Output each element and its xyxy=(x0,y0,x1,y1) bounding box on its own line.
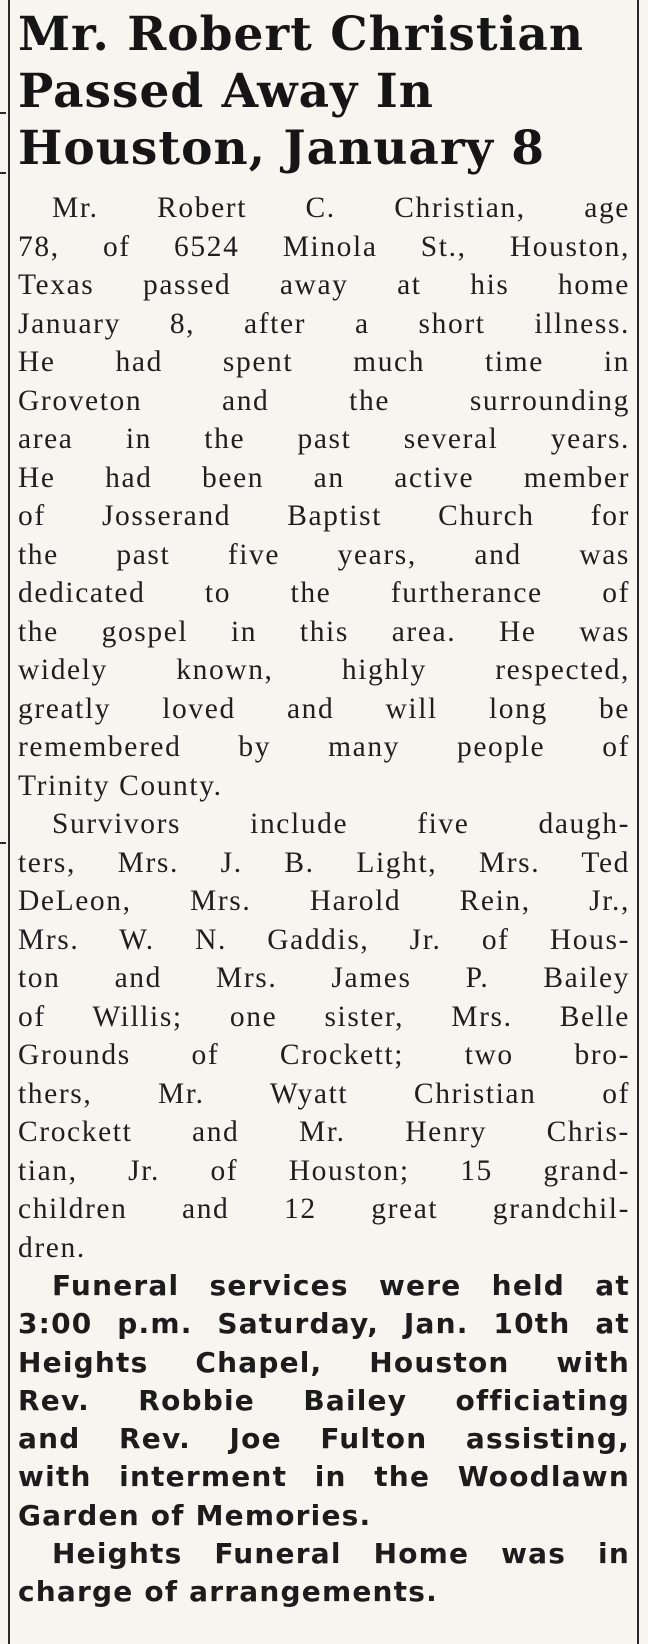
paragraph-line: remembered by many people of xyxy=(18,731,630,763)
paragraph-line: ton and Mrs. James P. Bailey xyxy=(18,962,630,994)
paragraph-line: 78, of 6524 Minola St., Houston, xyxy=(18,230,630,263)
paragraph-line: Mrs. W. N. Gaddis, Jr. of Hous- xyxy=(18,923,630,956)
article-paragraph xyxy=(18,189,630,805)
paragraph-line: of Willis; one sister, Mrs. Belle xyxy=(18,1000,630,1033)
paragraph-line: Rev. Robbie Bailey officiating xyxy=(18,1383,630,1417)
paragraph-line: ters, Mrs. J. B. Light, Mrs. Ted xyxy=(18,846,630,879)
paragraph-line: January 8, after a short illness. xyxy=(18,307,630,340)
bold-paragraph-group xyxy=(18,1267,630,1612)
paragraph-line: Trinity County. xyxy=(18,769,223,802)
article-column xyxy=(18,6,630,1612)
headline-line: Mr. Robert Christian xyxy=(18,7,585,62)
paragraph-line: Texas passed away at his home xyxy=(18,269,630,301)
paragraph-line: dren. xyxy=(18,1231,86,1264)
paragraph-line: the gospel in this area. He was xyxy=(18,615,630,648)
paragraph-line: Heights Funeral Home was in xyxy=(52,1537,630,1571)
paragraph-line: area in the past several years. xyxy=(18,423,630,455)
paragraph-line: 3:00 p.m. Saturday, Jan. 10th at xyxy=(18,1307,630,1341)
left-rule-tick xyxy=(0,842,6,844)
left-rule-tick xyxy=(0,172,6,174)
paragraph-line: children and 12 great grandchil- xyxy=(18,1193,630,1225)
paragraph-line: greatly loved and will long be xyxy=(18,692,630,725)
paragraph-line: Grounds of Crockett; two bro- xyxy=(18,1039,630,1071)
paragraph-line: and Rev. Joe Fulton assisting, xyxy=(18,1422,630,1456)
paragraph-line: Funeral services were held at xyxy=(52,1269,630,1302)
paragraph-line: DeLeon, Mrs. Harold Rein, Jr., xyxy=(18,885,630,917)
paragraph-line: widely known, highly respected, xyxy=(18,654,630,686)
right-column-rule xyxy=(637,0,639,1644)
paragraph-line: Heights Chapel, Houston with xyxy=(18,1345,630,1379)
paragraph-line: Survivors include five daugh- xyxy=(52,808,630,840)
paragraph-line: Crockett and Mr. Henry Chris- xyxy=(18,1116,630,1148)
headline-line: Passed Away In xyxy=(18,64,434,119)
article-headline xyxy=(18,6,630,177)
paragraph-line: with interment in the Woodlawn xyxy=(18,1460,630,1494)
article-paragraph xyxy=(18,1267,630,1535)
paragraph-line: thers, Mr. Wyatt Christian of xyxy=(18,1077,630,1110)
paragraph-line: the past five years, and was xyxy=(18,538,630,571)
paragraph-line: He had been an active member xyxy=(18,461,630,494)
paragraph-line: of Josserand Baptist Church for xyxy=(18,500,630,532)
article-paragraph xyxy=(18,1535,630,1612)
article-paragraph xyxy=(18,805,630,1267)
headline-line: Houston, January 8 xyxy=(18,121,545,176)
article-body xyxy=(18,189,630,1612)
paragraph-line: dedicated to the furtherance of xyxy=(18,577,630,609)
left-column-rule xyxy=(8,0,10,1644)
paragraph-line: Mr. Robert C. Christian, age xyxy=(52,192,630,224)
left-rule-tick xyxy=(0,112,6,114)
paragraph-line: Groveton and the surrounding xyxy=(18,384,630,417)
paragraph-line: charge of arrangements. xyxy=(18,1575,438,1609)
paragraph-line: Garden of Memories. xyxy=(18,1498,372,1532)
paragraph-line: He had spent much time in xyxy=(18,346,630,378)
body-paragraph-group xyxy=(18,189,630,1267)
paragraph-line: tian, Jr. of Houston; 15 grand- xyxy=(18,1154,630,1187)
